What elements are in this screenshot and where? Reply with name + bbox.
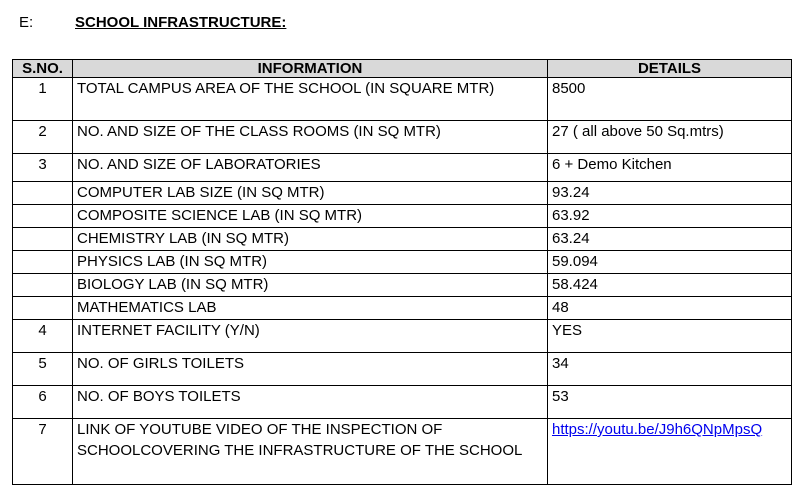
- row-sno: 3: [13, 154, 73, 182]
- row-details: 63.24: [548, 228, 792, 251]
- row-info: TOTAL CAMPUS AREA OF THE SCHOOL (IN SQUARE MTR): [73, 78, 548, 121]
- table-row: [13, 205, 792, 228]
- table-row: [13, 419, 792, 485]
- row-info: COMPUTER LAB SIZE (IN SQ MTR): [73, 182, 548, 205]
- table-row: [13, 251, 792, 274]
- table-row: [13, 386, 792, 419]
- row-sno: 2: [13, 121, 73, 154]
- section-letter: E:: [19, 14, 34, 31]
- row-details: 6 + Demo Kitchen: [548, 154, 792, 182]
- row-info: NO. AND SIZE OF THE CLASS ROOMS (IN SQ MTR): [73, 121, 548, 154]
- row-info: CHEMISTRY LAB (IN SQ MTR): [73, 228, 548, 251]
- table-header-row: [13, 60, 792, 78]
- row-details: 48: [548, 297, 792, 320]
- row-details: 59.094: [548, 251, 792, 274]
- row-details: 27 ( all above 50 Sq.mtrs): [548, 121, 792, 154]
- table-row: [13, 121, 792, 154]
- table-row: [13, 297, 792, 320]
- row-sno: [13, 205, 73, 228]
- row-info: PHYSICS LAB (IN SQ MTR): [73, 251, 548, 274]
- header-information: INFORMATION: [73, 60, 548, 78]
- row-details: 8500: [548, 78, 792, 121]
- infrastructure-table: [12, 59, 792, 485]
- row-info: COMPOSITE SCIENCE LAB (IN SQ MTR): [73, 205, 548, 228]
- section-title: SCHOOL INFRASTRUCTURE:: [75, 14, 287, 31]
- row-details: YES: [548, 320, 792, 353]
- row-details: 93.24: [548, 182, 792, 205]
- row-info: NO. AND SIZE OF LABORATORIES: [73, 154, 548, 182]
- row-details: 53: [548, 386, 792, 419]
- row-info: BIOLOGY LAB (IN SQ MTR): [73, 274, 548, 297]
- table-row: [13, 228, 792, 251]
- header-sno: S.NO.: [13, 60, 73, 78]
- row-info: NO. OF GIRLS TOILETS: [73, 353, 548, 386]
- row-details: 63.92: [548, 205, 792, 228]
- row-info: NO. OF BOYS TOILETS: [73, 386, 548, 419]
- row-sno: [13, 297, 73, 320]
- table-row: [13, 274, 792, 297]
- row-sno: [13, 251, 73, 274]
- row-sno: 1: [13, 78, 73, 121]
- row-details: 58.424: [548, 274, 792, 297]
- row-details: 34: [548, 353, 792, 386]
- table-row: [13, 182, 792, 205]
- table-row: [13, 320, 792, 353]
- table-row: [13, 78, 792, 121]
- row-sno: [13, 228, 73, 251]
- row-sno: [13, 182, 73, 205]
- row-info: MATHEMATICS LAB: [73, 297, 548, 320]
- row-sno: 7: [13, 419, 73, 485]
- row-sno: 6: [13, 386, 73, 419]
- table-row: [13, 154, 792, 182]
- row-sno: [13, 274, 73, 297]
- row-info: LINK OF YOUTUBE VIDEO OF THE INSPECTION OF SCHOOLCOVERING THE INFRASTRUCTURE OF THE SCHOOL: [73, 419, 548, 485]
- row-info: INTERNET FACILITY (Y/N): [73, 320, 548, 353]
- header-details: DETAILS: [548, 60, 792, 78]
- table-row: [13, 353, 792, 386]
- row-sno: 5: [13, 353, 73, 386]
- row-sno: 4: [13, 320, 73, 353]
- youtube-video-link[interactable]: https://youtu.be/J9h6QNpMpsQ: [548, 419, 792, 485]
